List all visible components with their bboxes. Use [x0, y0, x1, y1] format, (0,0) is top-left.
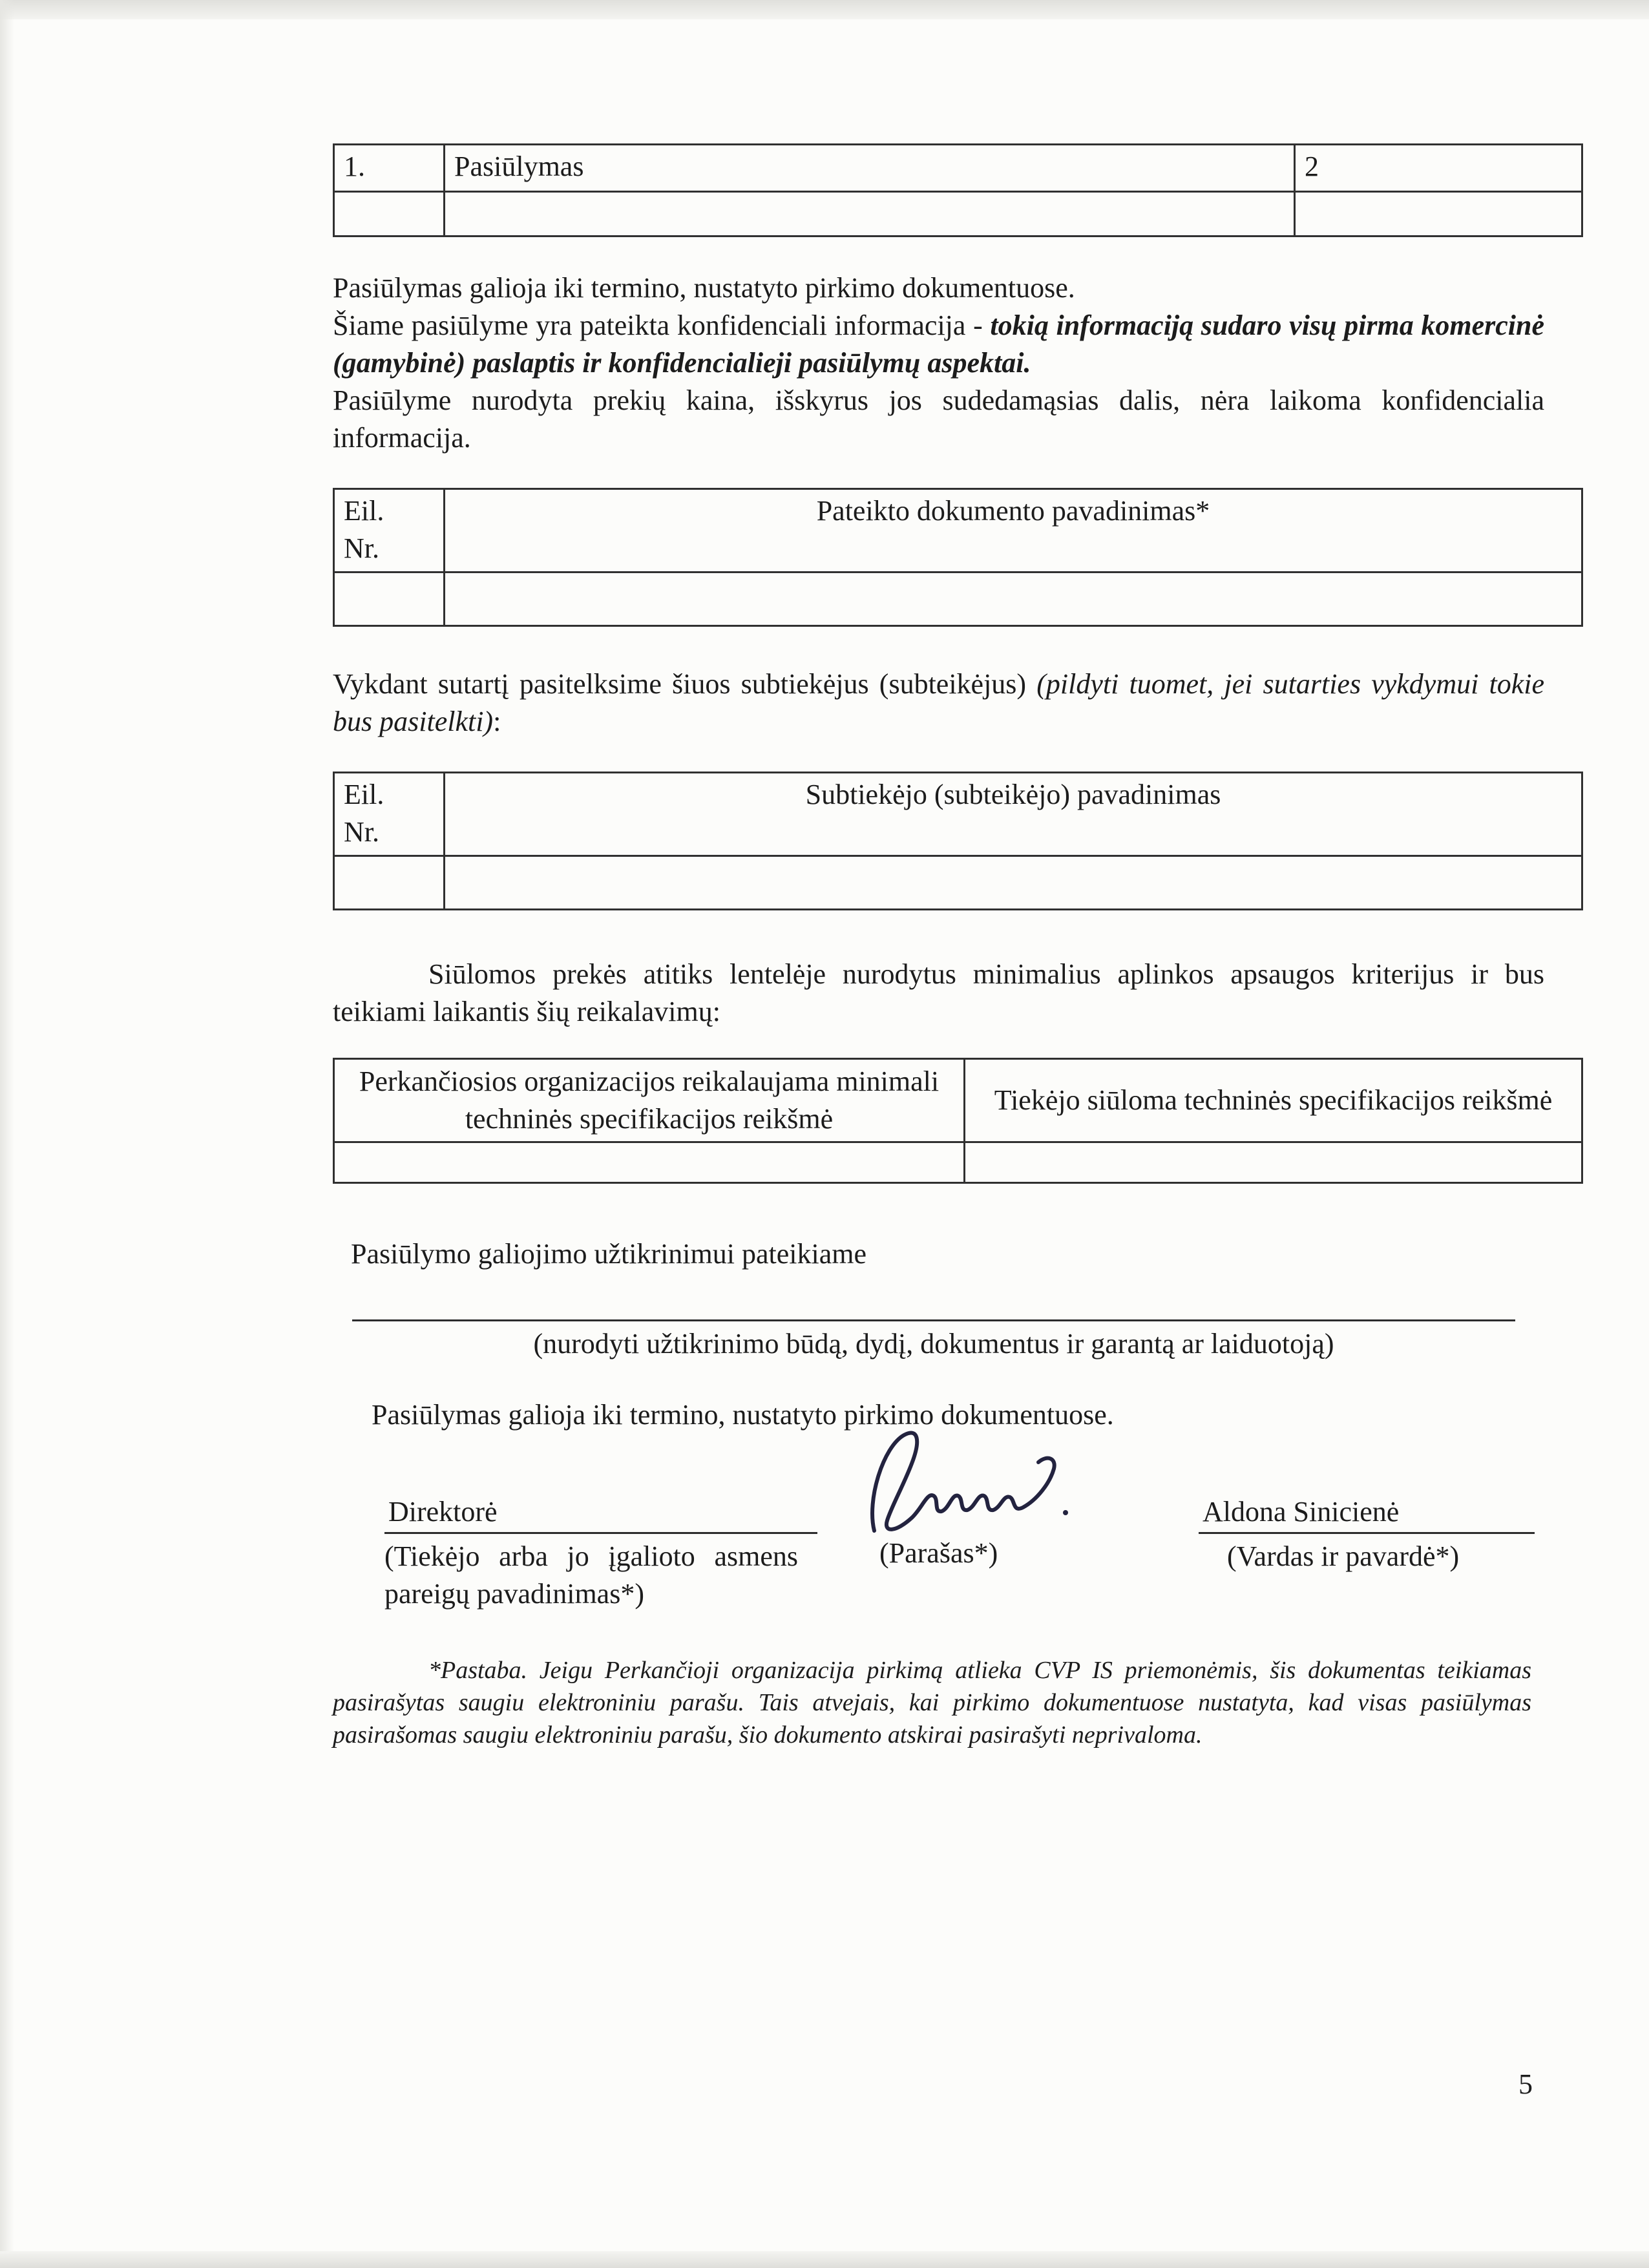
- empty-cell: [334, 856, 445, 910]
- paragraph-guarantee-lead: Pasiūlymo galiojimo užtikrinimui pateikiame: [351, 1238, 867, 1270]
- subcontractors-colon: :: [493, 706, 501, 737]
- specification-table: [333, 1058, 1583, 1184]
- signature-block: [333, 1491, 1583, 1613]
- empty-cell: [965, 1142, 1582, 1183]
- empty-cell: [334, 572, 445, 626]
- documents-eil-nr-cell: [334, 489, 445, 572]
- paragraph-confidential-lead: Šiame pasiūlyme yra pateikta konfidenciali informacija -: [333, 310, 991, 341]
- subcontractors-note: (pildyti tuomet, jei sutarties vykdymui tokie bus pasitelkti): [333, 668, 1544, 737]
- table-row: [334, 192, 1582, 236]
- name-caption: (Vardas ir pavardė*): [1227, 1540, 1460, 1572]
- paragraph-subcontractors: [333, 666, 1583, 740]
- documents-table: [333, 488, 1583, 627]
- subcontractors-eil-nr-cell: [334, 773, 445, 856]
- empty-cell: [445, 192, 1295, 236]
- page-number: 5: [1518, 2068, 1533, 2100]
- scan-edge-left: [0, 0, 14, 2268]
- subcontractors-header-cell: [445, 773, 1582, 856]
- fill-in-line: [352, 1319, 1515, 1321]
- offer-summary-table: [333, 143, 1583, 237]
- scan-edge-top: [0, 0, 1649, 19]
- offer-value-cell: 2: [1295, 145, 1582, 192]
- position-title: Direktorė: [388, 1496, 498, 1528]
- table-row: [334, 145, 1582, 192]
- table-header-row: [334, 773, 1582, 856]
- position-caption: (Tiekėjo arba jo įgalioto asmens pareigų pavadinimas*): [384, 1540, 798, 1610]
- paragraph-validity-2: Pasiūlymas galioja iki termino, nustatyto pirkimo dokumentuose.: [372, 1399, 1114, 1431]
- paragraph-confidential-emphasis: tokią informaciją sudaro visų pirma komercinė (gamybinė) paslaptis ir konfidencialieji pasiūlymų aspektai.: [333, 310, 1545, 379]
- spec-required-header-cell: Perkančiosios organizacijos reikalaujama minimali techninės specifikacijos reikšmė: [334, 1059, 965, 1142]
- paragraph-price-not-confidential: Pasiūlyme nurodyta prekių kaina, išskyrus jos sudedamąsias dalis, nėra laikoma konfidencialia informacija.: [333, 384, 1544, 454]
- documents-header-label: Pateikto dokumento pavadinimas*: [816, 495, 1210, 527]
- signature-position-column: [384, 1491, 817, 1613]
- signature-column: [856, 1491, 1134, 1572]
- empty-cell: [1295, 192, 1582, 236]
- position-line: [384, 1491, 817, 1534]
- subcontractors-header-label: Subtiekėjo (subteikėjo) pavadinimas: [805, 779, 1221, 810]
- subcontractors-table: [333, 772, 1583, 910]
- table-row: [334, 856, 1582, 910]
- signature-name-column: [1199, 1491, 1535, 1575]
- paragraph-confidential: [333, 307, 1583, 382]
- document-content: [333, 143, 1583, 1751]
- signature-caption: (Parašas*): [879, 1537, 998, 1569]
- guarantee-note: (nurodyti užtikrinimo būdą, dydį, dokumentus ir garantą ar laiduotoją): [533, 1328, 1334, 1360]
- name-line: [1199, 1491, 1535, 1534]
- eil-label: Eil.: [344, 495, 384, 527]
- eil-label: Eil.: [344, 779, 384, 810]
- handwritten-signature: [850, 1422, 1082, 1545]
- table-row: [334, 572, 1582, 626]
- scan-edge-bottom: [0, 2251, 1649, 2268]
- paragraph-validity: Pasiūlymas galioja iki termino, nustatyto pirkimo dokumentuose.: [333, 272, 1075, 304]
- empty-cell: [334, 1142, 965, 1183]
- table-header-row: [334, 1059, 1582, 1142]
- guarantee-fill-in-area: [352, 1319, 1515, 1363]
- paragraph-spec-intro: Siūlomos prekės atitiks lentelėje nurodytus minimalius aplinkos apsaugos kriterijus ir bus teikiami laikantis šių reikalavimų:: [333, 958, 1544, 1027]
- documents-header-cell: [445, 489, 1582, 572]
- nr-label: Nr.: [344, 816, 379, 848]
- empty-cell: [445, 856, 1582, 910]
- offer-row-number-cell: 1.: [334, 145, 445, 192]
- offer-label-cell: Pasiūlymas: [445, 145, 1295, 192]
- nr-label: Nr.: [344, 532, 379, 564]
- empty-cell: [445, 572, 1582, 626]
- empty-cell: [334, 192, 445, 236]
- table-header-row: [334, 489, 1582, 572]
- table-row: [334, 1142, 1582, 1183]
- subcontractors-lead: Vykdant sutartį pasitelksime šiuos subtiekėjus (subteikėjus): [333, 668, 1037, 700]
- signer-name: Aldona Sinicienė: [1203, 1496, 1400, 1528]
- spec-offered-header-cell: Tiekėjo siūloma techninės specifikacijos reikšmė: [965, 1059, 1582, 1142]
- footnote: *Pastaba. Jeigu Perkančioji organizacija pirkimą atlieka CVP IS priemonėmis, šis dokumentas teikiamas pasirašytas saugiu elektroniniu parašu. Tais atvejais, kai pirkimo dokumentuose nustatyta, kad visas pasiūlymas pasirašomas saugiu elektroniniu parašu, šio dokumento atskirai pasirašyti neprivaloma.: [333, 1657, 1531, 1748]
